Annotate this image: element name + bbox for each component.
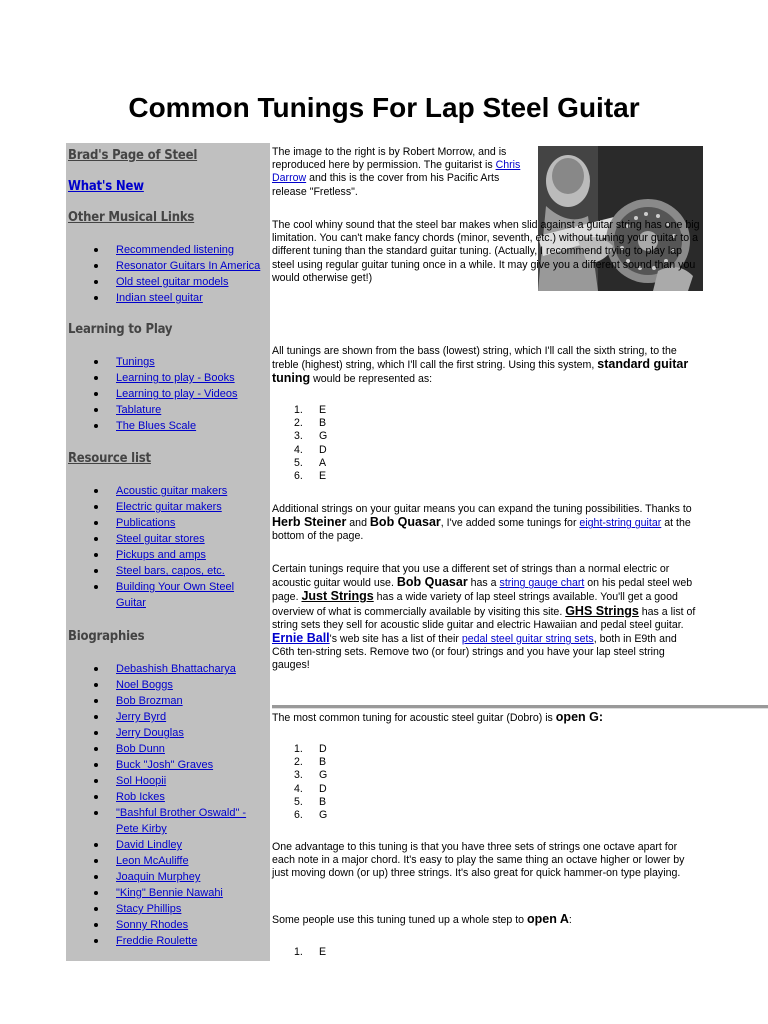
text: 's web site has a list of their [329, 633, 462, 646]
chris-darrow-link[interactable]: Chris Darrow [272, 159, 521, 185]
note: E [319, 946, 327, 958]
text: Some people use this tuning tuned up a whole step to [272, 914, 528, 926]
note: B [319, 756, 327, 769]
note: G [319, 809, 328, 822]
bio-heading: Biographies [68, 629, 145, 644]
text: has a list of string sets they sell for acoustic slide guitar and electric Hawaiian and pedal steel guitar. [272, 605, 696, 631]
sidebar-link[interactable]: Jerry Douglas [116, 727, 184, 739]
standard-tuning-list [294, 404, 327, 483]
sidebar-link[interactable]: Acoustic guitar makers [116, 485, 228, 497]
sidebar-link[interactable]: Learning to play - Books [116, 372, 235, 384]
list-item [116, 917, 270, 933]
sidebar-link[interactable]: The Blues Scale [116, 420, 197, 432]
sidebar-link[interactable]: Stacy Phillips [116, 903, 182, 915]
list-item: 3. G [294, 769, 328, 782]
list-item [116, 837, 270, 853]
note: E [319, 470, 327, 483]
limitation-paragraph-wrap [272, 219, 702, 285]
sidebar-link[interactable]: Steel bars, capos, etc. [116, 565, 225, 577]
note: G [319, 430, 328, 443]
bio-list [68, 661, 270, 949]
sidebar-link[interactable]: Bob Dunn [116, 743, 165, 755]
list-item [116, 499, 270, 515]
list-item [116, 515, 270, 531]
sidebar-link[interactable]: Sonny Rhodes [116, 919, 189, 931]
divider [272, 705, 768, 709]
list-item [116, 402, 270, 418]
list-item: 2. B [294, 417, 327, 430]
text: and [346, 517, 370, 530]
advantage-paragraph: One advantage to this tuning is that you have three sets of strings one octave apart for each note in a major chord. It's easy to play the same thing an octave higher or lower by just moving down (or up) three strings. It's also great for quick hammer-on type playing. [272, 841, 685, 880]
pedal-steel-string-sets-link[interactable]: pedal steel guitar string sets [461, 633, 594, 646]
text: has a [467, 577, 500, 590]
text: All tunings are shown from the bass (lowest) string, which I'll call the sixth string, to the treble (highest) string, which I'll call the first string. Using this system, [272, 345, 677, 372]
list-item [116, 757, 270, 773]
list-item [116, 274, 270, 290]
limitation-paragraph [272, 219, 702, 285]
open-g-paragraph-wrap [272, 711, 702, 725]
text: Additional strings on your guitar means you can expand the tuning possibilities. Thanks to [272, 503, 692, 515]
whats-new-link[interactable]: What's New [68, 179, 144, 194]
string-sets-paragraph-wrap [272, 563, 702, 673]
ghs-strings-name: GHS Strings [565, 603, 639, 618]
list-item: 4. D [294, 443, 327, 456]
list-item [116, 547, 270, 563]
sidebar-link[interactable]: Tablature [116, 404, 162, 416]
sidebar-link[interactable]: Learning to play - Videos [116, 388, 238, 400]
list-item [116, 483, 270, 499]
note: D [319, 743, 327, 755]
note: G [319, 769, 328, 782]
learning-heading: Learning to Play [68, 322, 173, 337]
other-links-list [68, 242, 270, 306]
sidebar-link[interactable]: Old steel guitar models [116, 276, 229, 288]
text: at the bottom of the page. [272, 517, 691, 543]
list-item: 1. E [294, 404, 327, 416]
text: has a wide variety of lap steel strings available. You'll get a good overview of what is commercially available by visiting this site. [272, 591, 678, 618]
strings-paragraph-wrap [272, 503, 702, 544]
text: , both in E9th and C6th ten-string sets. Remove two (or four) strings and you have your lap steel string gauges! [272, 633, 677, 672]
advantage-paragraph-wrap [272, 841, 702, 881]
ernie-ball-link[interactable]: Ernie Ball [272, 631, 330, 646]
learning-list [68, 354, 270, 434]
string-gauge-chart-link[interactable]: string gauge chart [499, 577, 585, 590]
text: and this is the cover from his Pacific Arts release "Fretless". [272, 172, 500, 198]
page-title: Common Tunings For Lap Steel Guitar [128, 92, 640, 123]
sidebar-link[interactable]: Resonator Guitars In America [116, 260, 261, 272]
sidebar-link[interactable]: Leon McAuliffe [116, 855, 189, 867]
open-g-list [294, 743, 327, 822]
open-g-paragraph [272, 711, 702, 725]
list-item [116, 773, 270, 789]
bob-quasar-name: Bob Quasar [369, 515, 441, 530]
note: D [319, 782, 327, 795]
list-item [116, 258, 270, 274]
list-item: 5. A [294, 456, 327, 469]
sidebar-link[interactable]: Pickups and amps [116, 549, 206, 561]
list-item: 1. D [294, 743, 327, 755]
sidebar-link[interactable]: Rob Ickes [116, 791, 165, 803]
intro-paragraph [272, 146, 534, 199]
note: A [319, 456, 327, 469]
bob-quasar-name: Bob Quasar [396, 575, 468, 590]
sidebar-link[interactable]: Sol Hoopii [116, 775, 167, 787]
sidebar-link[interactable]: "Bashful Brother Oswald" - Pete Kirby [116, 807, 247, 835]
herb-steiner-name: Herb Steiner [272, 515, 347, 530]
list-item: 4. D [294, 782, 327, 795]
text: The cool whiny sound that the steel bar makes when slid against a guitar string has one big limitation. You can't make fancy chords (minor, seventh, etc.) without tuning your guitar to a different tuning than the standard guitar tuning. (Actually, I recommend trying to play lap steel using regular guitar tuning once in a while. It may give you a different sound than you would otherwise get!) [272, 219, 700, 284]
sidebar-link[interactable]: Recommended listening [116, 244, 235, 256]
sidebar-link[interactable]: Tunings [116, 356, 155, 368]
list-item [116, 885, 270, 901]
sidebar-link[interactable]: Building Your Own Steel Guitar [116, 581, 235, 609]
list-item [116, 579, 246, 611]
list-item [116, 933, 270, 949]
note: B [319, 795, 327, 808]
list-item [116, 677, 270, 693]
list-item [116, 531, 270, 547]
list-item [116, 661, 270, 677]
note: E [319, 404, 327, 416]
sidebar-link[interactable]: Freddie Roulette [116, 935, 198, 947]
list-item [116, 563, 270, 579]
standard-tuning-term: standard guitar tuning [272, 357, 689, 386]
text: The image to the right is by Robert Morrow, and is reproduced here by permission. The guitarist is [272, 146, 507, 172]
other-links-heading[interactable]: Other Musical Links [68, 210, 195, 225]
list-item [116, 418, 270, 434]
list-item: 6. E [294, 470, 327, 483]
text: Certain tunings require that you use a different set of strings than a normal electric or acoustic guitar would use. [272, 563, 670, 590]
site-name-link[interactable]: Brad's Page of Steel [68, 148, 198, 163]
list-item: 1. E [294, 946, 327, 958]
open-g-term: open G: [555, 710, 604, 724]
list-item [116, 693, 270, 709]
sidebar-link[interactable]: "King" Bennie Nawahi [116, 887, 223, 899]
system-paragraph [272, 345, 702, 387]
note: B [319, 417, 327, 430]
main-content [272, 146, 702, 199]
open-a-list [294, 946, 326, 959]
sidebar-link[interactable]: Jerry Byrd [116, 711, 167, 723]
list-item [116, 354, 270, 370]
text: The most common tuning for acoustic steel guitar (Dobro) is [272, 712, 556, 724]
eight-string-link[interactable]: eight-string guitar [579, 517, 662, 530]
list-item [116, 370, 270, 386]
list-item [116, 290, 270, 306]
text: on his pedal steel web page. [272, 577, 693, 604]
sidebar-link[interactable]: Steel guitar stores [116, 533, 205, 545]
string-sets-paragraph [272, 563, 702, 673]
sidebar-link[interactable]: Buck "Josh" Graves [116, 759, 214, 771]
sidebar-link[interactable]: Noel Boggs [116, 679, 173, 691]
open-a-paragraph [272, 913, 702, 927]
open-a-term: open A [527, 912, 569, 926]
sidebar-link[interactable]: David Lindley [116, 839, 183, 851]
sidebar-link[interactable]: Debashish Bhattacharya [116, 663, 236, 675]
list-item [116, 805, 266, 837]
system-paragraph-wrap [272, 345, 702, 387]
list-item [116, 709, 270, 725]
resource-heading[interactable]: Resource list [68, 451, 151, 466]
list-item: 5. B [294, 795, 327, 808]
just-strings-name: Just Strings [301, 589, 374, 604]
list-item [116, 853, 270, 869]
sidebar-link[interactable]: Bob Brozman [116, 695, 183, 707]
note: D [319, 443, 327, 456]
sidebar-link[interactable]: Publications [116, 517, 176, 529]
text: : [568, 914, 572, 926]
resource-list [68, 483, 270, 611]
list-item [116, 386, 270, 402]
list-item: 2. B [294, 756, 327, 769]
list-item [116, 242, 270, 258]
text: , I've added some tunings for [440, 517, 580, 530]
sidebar-link[interactable]: Joaquin Murphey [116, 871, 201, 883]
list-item: 6. G [294, 809, 328, 822]
additional-strings-paragraph [272, 503, 702, 544]
sidebar-link[interactable]: Electric guitar makers [116, 501, 222, 513]
sidebar [66, 143, 270, 961]
list-item [116, 901, 270, 917]
list-item [116, 869, 270, 885]
list-item [116, 741, 270, 757]
open-a-paragraph-wrap [272, 913, 702, 927]
list-item [116, 789, 270, 805]
list-item [116, 725, 270, 741]
text: would be represented as: [310, 373, 433, 386]
sidebar-link[interactable]: Indian steel guitar [116, 292, 203, 304]
list-item: 3. G [294, 430, 328, 443]
